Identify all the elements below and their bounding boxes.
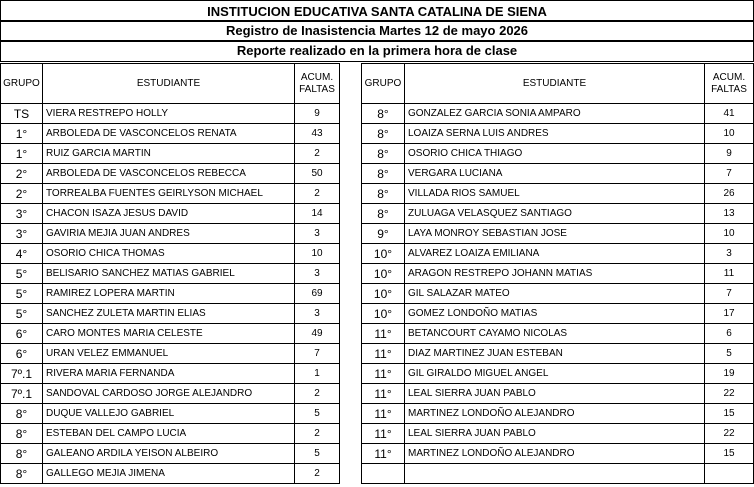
group-cell: 6° <box>1 324 43 344</box>
absences-cell: 7 <box>295 344 340 364</box>
absences-cell: 5 <box>295 444 340 464</box>
student-name-cell: TORREALBA FUENTES GEIRLYSON MICHAEL <box>43 184 295 204</box>
student-name-cell: GONZALEZ GARCIA SONIA AMPARO <box>405 104 705 124</box>
student-name-cell: OSORIO CHICA THIAGO <box>405 144 705 164</box>
group-cell: 3° <box>1 224 43 244</box>
table-row <box>1 384 340 404</box>
student-name-cell: ZULUAGA VELASQUEZ SANTIAGO <box>405 204 705 224</box>
table-row <box>1 144 340 164</box>
table-row <box>1 204 340 224</box>
table-header-row <box>1 64 340 104</box>
table-row <box>362 124 754 144</box>
absences-cell: 3 <box>295 304 340 324</box>
group-cell: 6° <box>1 344 43 364</box>
right-table-block <box>361 63 754 484</box>
absences-cell: 26 <box>705 184 754 204</box>
table-row <box>362 104 754 124</box>
student-name-cell: ARBOLEDA DE VASCONCELOS RENATA <box>43 124 295 144</box>
absences-cell: 41 <box>705 104 754 124</box>
table-row <box>1 364 340 384</box>
group-cell: 10° <box>362 264 405 284</box>
student-name-cell: LOAIZA SERNA LUIS ANDRES <box>405 124 705 144</box>
absences-cell: 7 <box>705 284 754 304</box>
student-name-cell: VILLADA RIOS SAMUEL <box>405 184 705 204</box>
absences-cell: 22 <box>705 384 754 404</box>
student-name-cell: LAYA MONROY SEBASTIAN JOSE <box>405 224 705 244</box>
absences-cell: 5 <box>705 344 754 364</box>
absences-cell: 17 <box>705 304 754 324</box>
student-name-cell: RAMIREZ LOPERA MARTIN <box>43 284 295 304</box>
absences-cell: 9 <box>705 144 754 164</box>
group-cell: 8° <box>362 104 405 124</box>
group-cell: 8° <box>1 404 43 424</box>
group-cell: 1° <box>1 124 43 144</box>
group-cell: 9° <box>362 224 405 244</box>
group-cell: 8° <box>362 124 405 144</box>
table-row <box>1 464 340 484</box>
group-cell: 11° <box>362 404 405 424</box>
header-faltas <box>705 64 754 104</box>
absences-cell: 9 <box>295 104 340 124</box>
student-name-cell: GOMEZ LONDOÑO MATIAS <box>405 304 705 324</box>
table-row <box>362 164 754 184</box>
student-name-cell: GALLEGO MEJIA JIMENA <box>43 464 295 484</box>
group-cell: 8° <box>362 164 405 184</box>
group-cell: TS <box>1 104 43 124</box>
absences-cell: 15 <box>705 444 754 464</box>
absences-cell: 69 <box>295 284 340 304</box>
group-cell: 11° <box>362 324 405 344</box>
absences-cell <box>705 464 754 484</box>
student-name-cell: SANCHEZ ZULETA MARTIN ELIAS <box>43 304 295 324</box>
student-name-cell: URAN VELEZ EMMANUEL <box>43 344 295 364</box>
table-row <box>362 404 754 424</box>
group-cell: 10° <box>362 304 405 324</box>
table-row <box>362 384 754 404</box>
student-name-cell: RUIZ GARCIA MARTIN <box>43 144 295 164</box>
table-row <box>1 244 340 264</box>
table-row <box>362 324 754 344</box>
student-name-cell: ARBOLEDA DE VASCONCELOS REBECCA <box>43 164 295 184</box>
absences-cell: 5 <box>295 404 340 424</box>
absences-cell: 6 <box>705 324 754 344</box>
header-faltas-line2: FALTAS <box>711 83 747 95</box>
table-row <box>1 304 340 324</box>
table-row <box>1 224 340 244</box>
report-subtitle: Reporte realizado en la primera hora de clase <box>0 42 754 62</box>
table-row <box>1 344 340 364</box>
absences-cell: 43 <box>295 124 340 144</box>
table-row <box>362 184 754 204</box>
student-name-cell: LEAL SIERRA JUAN PABLO <box>405 384 705 404</box>
header-grupo: GRUPO <box>1 64 43 104</box>
group-cell <box>362 464 405 484</box>
student-name-cell: BELISARIO SANCHEZ MATIAS GABRIEL <box>43 264 295 284</box>
student-name-cell: LEAL SIERRA JUAN PABLO <box>405 424 705 444</box>
student-name-cell: BETANCOURT CAYAMO NICOLAS <box>405 324 705 344</box>
absences-cell: 2 <box>295 464 340 484</box>
absences-cell: 15 <box>705 404 754 424</box>
table-row <box>1 284 340 304</box>
table-header-row <box>362 64 754 104</box>
absences-cell: 50 <box>295 164 340 184</box>
student-name-cell: SANDOVAL CARDOSO JORGE ALEJANDRO <box>43 384 295 404</box>
absences-cell: 10 <box>705 124 754 144</box>
attendance-sheet <box>0 0 754 62</box>
header-grupo: GRUPO <box>362 64 405 104</box>
group-cell: 1° <box>1 144 43 164</box>
absences-cell: 22 <box>705 424 754 444</box>
table-row <box>362 204 754 224</box>
group-cell: 11° <box>362 384 405 404</box>
absences-cell: 7 <box>705 164 754 184</box>
table-row <box>1 424 340 444</box>
student-name-cell: VIERA RESTREPO HOLLY <box>43 104 295 124</box>
group-cell: 2° <box>1 164 43 184</box>
group-cell: 8° <box>362 144 405 164</box>
student-name-cell: GAVIRIA MEJIA JUAN ANDRES <box>43 224 295 244</box>
group-cell: 10° <box>362 284 405 304</box>
attendance-table-right <box>361 63 754 484</box>
absences-cell: 49 <box>295 324 340 344</box>
table-row <box>1 404 340 424</box>
student-name-cell <box>405 464 705 484</box>
group-cell: 10° <box>362 244 405 264</box>
table-row <box>362 284 754 304</box>
absences-cell: 10 <box>295 244 340 264</box>
table-row <box>1 324 340 344</box>
group-cell: 11° <box>362 444 405 464</box>
absences-cell: 19 <box>705 364 754 384</box>
group-cell: 8° <box>1 424 43 444</box>
group-cell: 4° <box>1 244 43 264</box>
student-name-cell: VERGARA LUCIANA <box>405 164 705 184</box>
table-row <box>362 464 754 484</box>
absences-cell: 3 <box>295 224 340 244</box>
student-name-cell: MARTINEZ LONDOÑO ALEJANDRO <box>405 444 705 464</box>
header-faltas-line2: FALTAS <box>299 83 335 95</box>
header-faltas-line1: ACUM. <box>712 71 746 83</box>
group-cell: 7º.1 <box>1 364 43 384</box>
institution-title: INSTITUCION EDUCATIVA SANTA CATALINA DE SIENA <box>0 0 754 22</box>
group-cell: 8° <box>362 204 405 224</box>
group-cell: 11° <box>362 344 405 364</box>
header-estudiante: ESTUDIANTE <box>405 64 705 104</box>
table-row <box>362 424 754 444</box>
absences-cell: 11 <box>705 264 754 284</box>
table-row <box>1 264 340 284</box>
table-row <box>362 344 754 364</box>
absences-cell: 2 <box>295 184 340 204</box>
table-row <box>362 144 754 164</box>
absences-cell: 2 <box>295 424 340 444</box>
student-name-cell: ESTEBAN DEL CAMPO LUCIA <box>43 424 295 444</box>
group-cell: 11° <box>362 424 405 444</box>
table-row <box>362 364 754 384</box>
student-name-cell: GIL SALAZAR MATEO <box>405 284 705 304</box>
student-name-cell: GALEANO ARDILA YEISON ALBEIRO <box>43 444 295 464</box>
absences-cell: 3 <box>705 244 754 264</box>
group-cell: 5° <box>1 264 43 284</box>
student-name-cell: CHACON ISAZA JESUS DAVID <box>43 204 295 224</box>
absences-cell: 14 <box>295 204 340 224</box>
student-name-cell: OSORIO CHICA THOMAS <box>43 244 295 264</box>
table-row <box>362 304 754 324</box>
student-name-cell: ALVAREZ LOAIZA EMILIANA <box>405 244 705 264</box>
attendance-table-left <box>0 63 340 484</box>
student-name-cell: CARO MONTES MARIA CELESTE <box>43 324 295 344</box>
group-cell: 11° <box>362 364 405 384</box>
register-title: Registro de Inasistencia Martes 12 de mayo 2026 <box>0 22 754 42</box>
group-cell: 2° <box>1 184 43 204</box>
student-name-cell: ARAGON RESTREPO JOHANN MATIAS <box>405 264 705 284</box>
student-name-cell: RIVERA MARIA FERNANDA <box>43 364 295 384</box>
table-row <box>362 444 754 464</box>
student-name-cell: MARTINEZ LONDOÑO ALEJANDRO <box>405 404 705 424</box>
group-cell: 7º.1 <box>1 384 43 404</box>
absences-cell: 13 <box>705 204 754 224</box>
table-row <box>1 124 340 144</box>
header-faltas <box>295 64 340 104</box>
header-faltas-line1: ACUM. <box>300 71 334 83</box>
group-cell: 5° <box>1 304 43 324</box>
group-cell: 8° <box>362 184 405 204</box>
student-name-cell: GIL GIRALDO MIGUEL ANGEL <box>405 364 705 384</box>
group-cell: 5° <box>1 284 43 304</box>
left-table-block <box>0 63 340 484</box>
absences-cell: 2 <box>295 384 340 404</box>
group-cell: 8° <box>1 464 43 484</box>
absences-cell: 10 <box>705 224 754 244</box>
table-row <box>362 264 754 284</box>
table-row <box>362 244 754 264</box>
absences-cell: 1 <box>295 364 340 384</box>
student-name-cell: DIAZ MARTINEZ JUAN ESTEBAN <box>405 344 705 364</box>
group-cell: 3° <box>1 204 43 224</box>
table-row <box>1 164 340 184</box>
group-cell: 8° <box>1 444 43 464</box>
table-row <box>1 444 340 464</box>
absences-cell: 2 <box>295 144 340 164</box>
student-name-cell: DUQUE VALLEJO GABRIEL <box>43 404 295 424</box>
absences-cell: 3 <box>295 264 340 284</box>
table-row <box>1 184 340 204</box>
table-row <box>1 104 340 124</box>
header-estudiante: ESTUDIANTE <box>43 64 295 104</box>
table-row <box>362 224 754 244</box>
